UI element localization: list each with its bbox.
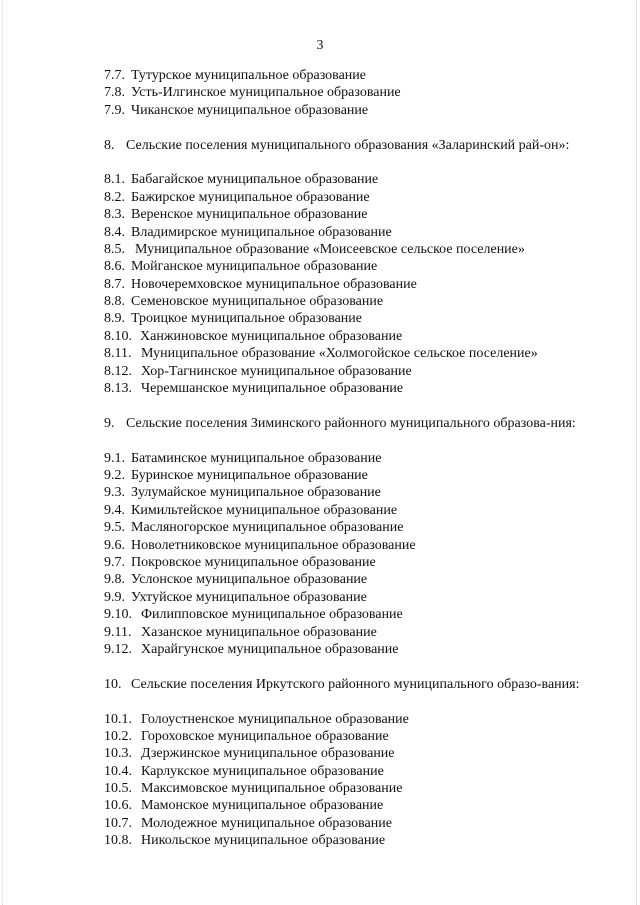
- item-text: Голоустненское муниципальное образование: [141, 711, 409, 727]
- document-body: [0, 67, 640, 850]
- item-number: 9.11.: [104, 624, 132, 640]
- item-number: 8.6.: [104, 259, 125, 275]
- list-item: [0, 67, 640, 84]
- list-item: [0, 258, 640, 275]
- item-text: Дзержинское муниципальное образование: [141, 746, 395, 762]
- item-number: 8.5.: [104, 241, 125, 257]
- item-text: Ухтуйское муниципальное образование: [131, 589, 367, 605]
- list-item: [0, 450, 640, 467]
- list-item: [0, 224, 640, 241]
- item-number: 8.12.: [104, 363, 132, 379]
- item-number: 9.8.: [104, 572, 125, 588]
- item-number: 10.6.: [104, 798, 132, 814]
- list-item: [0, 380, 640, 397]
- item-text: Гороховское муниципальное образование: [141, 728, 389, 744]
- item-text: Бабагайское муниципальное образование: [131, 172, 379, 188]
- item-number: 8.10.: [104, 328, 132, 344]
- item-number: 9.9.: [104, 589, 125, 605]
- item-text: Муниципальное образование «Моисеевское сельское поселение»: [135, 241, 525, 257]
- item-number: 9.12.: [104, 641, 132, 657]
- list-item: [0, 745, 640, 762]
- list-item: [0, 728, 640, 745]
- item-number: 10.8.: [104, 833, 132, 849]
- item-number: 8.4.: [104, 224, 125, 240]
- item-number: 9.7.: [104, 554, 125, 570]
- section-heading-text: Сельские поселения муниципального образования «Заларинский рай-он»:: [126, 137, 570, 153]
- item-number: 9.3.: [104, 485, 125, 501]
- item-text: Масляногорское муниципальное образование: [131, 520, 404, 536]
- item-number: 8.13.: [104, 381, 132, 397]
- list-item: [0, 832, 640, 849]
- item-number: 8.1.: [104, 172, 125, 188]
- list-item: [0, 467, 640, 484]
- list-item: [0, 780, 640, 797]
- item-number: 8.9.: [104, 311, 125, 327]
- item-text: Владимирское муниципальное образование: [131, 224, 392, 240]
- list-item: [0, 171, 640, 188]
- list-item: [0, 345, 640, 362]
- item-number: 10.5.: [104, 781, 132, 797]
- item-number: 10.1.: [104, 711, 132, 727]
- item-number: 9.10.: [104, 607, 132, 623]
- section-heading: [0, 676, 640, 711]
- item-number: 8.3.: [104, 207, 125, 223]
- list-item: [0, 328, 640, 345]
- list-item: [0, 363, 640, 380]
- item-text: Буринское муниципальное образование: [131, 468, 368, 484]
- item-text: Тутурское муниципальное образование: [131, 68, 367, 83]
- item-text: Молодежное муниципальное образование: [141, 815, 392, 831]
- list-item: [0, 502, 640, 519]
- item-number: 9.6.: [104, 537, 125, 553]
- section-number: 9.: [104, 415, 115, 431]
- item-text: Филипповское муниципальное образование: [141, 607, 403, 623]
- item-text: Мамонское муниципальное образование: [141, 798, 384, 814]
- item-number: 9.4.: [104, 502, 125, 518]
- item-text: Семеновское муниципальное образование: [131, 294, 384, 310]
- item-text: Никольское муниципальное образование: [141, 833, 386, 849]
- item-number: 9.2.: [104, 468, 125, 484]
- item-text: Хазанское муниципальное образование: [141, 624, 377, 640]
- item-text: Покровское муниципальное образование: [131, 554, 376, 570]
- item-text: Веренское муниципальное образование: [131, 207, 368, 223]
- list-item: [0, 241, 640, 258]
- page-number: 3: [316, 38, 324, 53]
- list-item: [0, 711, 640, 728]
- item-text: Ханжиновское муниципальное образование: [140, 328, 403, 344]
- item-text: Троицкое муниципальное образование: [131, 311, 363, 327]
- item-text: Зулумайское муниципальное образование: [131, 485, 381, 501]
- item-number: 8.2.: [104, 189, 125, 205]
- item-text: Карлукское муниципальное образование: [141, 763, 384, 779]
- list-item: [0, 571, 640, 588]
- section-number: 10.: [104, 676, 122, 692]
- section-heading-text: Сельские поселения Зиминского районного муниципального образова-ния:: [126, 415, 576, 431]
- list-item: [0, 554, 640, 571]
- item-text: Бажирское муниципальное образование: [131, 189, 370, 205]
- item-number: 7.8.: [104, 85, 125, 101]
- item-number: 9.5.: [104, 520, 125, 536]
- item-text: Новолетниковское муниципальное образование: [131, 537, 416, 553]
- item-text: Усть-Илгинское муниципальное образование: [131, 85, 401, 101]
- list-item: [0, 606, 640, 623]
- list-item: [0, 815, 640, 832]
- list-item: [0, 519, 640, 536]
- list-item: [0, 624, 640, 641]
- item-text: Харайгунское муниципальное образование: [141, 641, 399, 657]
- item-number: 7.7.: [104, 68, 125, 83]
- item-text: Батаминское муниципальное образование: [131, 450, 382, 466]
- section-number: 8.: [104, 137, 115, 153]
- list-item: [0, 797, 640, 814]
- item-number: 10.2.: [104, 728, 132, 744]
- list-item: [0, 189, 640, 206]
- item-number: 8.8.: [104, 294, 125, 310]
- section-heading: [0, 137, 640, 172]
- list-item: [0, 84, 640, 101]
- item-number: 10.4.: [104, 763, 132, 779]
- item-number: 10.3.: [104, 746, 132, 762]
- item-text: Кимильтейское муниципальное образование: [131, 502, 398, 518]
- list-item: [0, 293, 640, 310]
- list-item: [0, 276, 640, 293]
- item-number: 10.7.: [104, 815, 132, 831]
- list-item: [0, 310, 640, 327]
- list-item: [0, 537, 640, 554]
- list-item: [0, 206, 640, 223]
- item-number: 8.11.: [104, 346, 132, 362]
- item-number: 7.9.: [104, 102, 125, 118]
- item-text: Чиканское муниципальное образование: [131, 102, 369, 118]
- list-item: [0, 102, 640, 119]
- item-number: 8.7.: [104, 276, 125, 292]
- section-heading-text: Сельские поселения Иркутского районного муниципального образо-вания:: [131, 676, 580, 692]
- list-item: [0, 641, 640, 658]
- list-item: [0, 589, 640, 606]
- list-item: [0, 484, 640, 501]
- item-text: Муниципальное образование «Холмогойское сельское поселение»: [141, 346, 538, 362]
- item-text: Хор-Тагнинское муниципальное образование: [141, 363, 412, 379]
- item-text: Черемшанское муниципальное образование: [141, 381, 404, 397]
- section-heading: [0, 415, 640, 450]
- list-item: [0, 763, 640, 780]
- item-text: Услонское муниципальное образование: [131, 572, 368, 588]
- item-text: Максимовское муниципальное образование: [141, 781, 403, 797]
- item-text: Новочеремховское муниципальное образование: [131, 276, 417, 292]
- item-number: 9.1.: [104, 450, 125, 466]
- item-text: Мойганское муниципальное образование: [131, 259, 378, 275]
